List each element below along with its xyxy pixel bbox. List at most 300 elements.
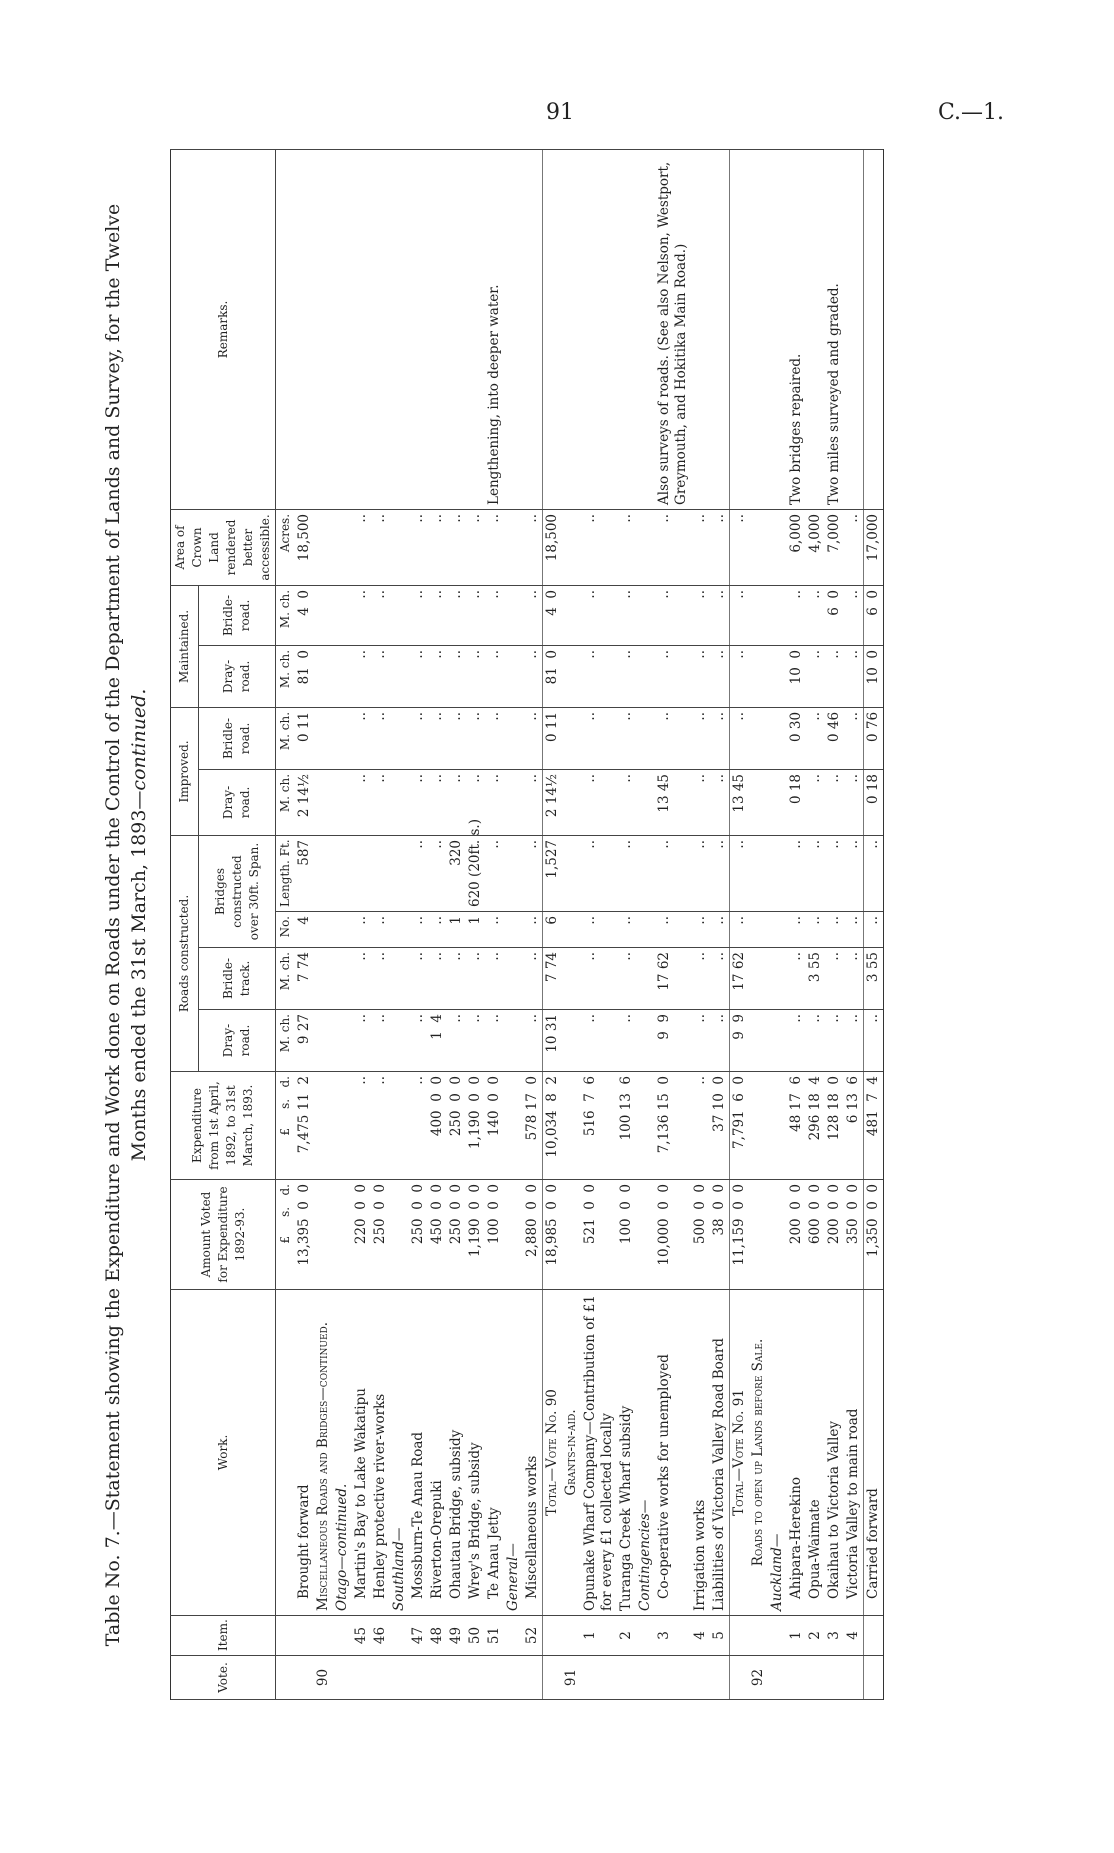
amount-voted-cell [390, 1180, 409, 1290]
constructed-bridle-cell [314, 948, 333, 1010]
table-row [655, 149, 691, 1699]
vote-cell [844, 1656, 864, 1700]
amount-voted-cell [749, 1180, 768, 1290]
area-cell: .. [655, 509, 691, 585]
amount-voted-cell: 11,159 0 0 [730, 1180, 750, 1290]
remarks-cell [864, 149, 884, 509]
improved-bridle-cell: .. [617, 707, 636, 769]
header-remarks: Remarks. [171, 149, 276, 509]
vote-cell [655, 1656, 691, 1700]
table-row [749, 149, 768, 1699]
maintained-dray-cell: .. [825, 645, 844, 707]
amount-voted-cell [314, 1180, 333, 1290]
bridges-length-cell: .. [691, 835, 710, 911]
improved-dray-cell: 13 45 [730, 769, 750, 835]
work-cell: Te Anau Jetty [485, 1290, 504, 1616]
improved-bridle-cell [314, 707, 333, 769]
maintained-bridle-cell [768, 585, 787, 645]
amount-voted-cell: 200 0 0 [825, 1180, 844, 1290]
amount-voted-cell: 250 0 0 [409, 1180, 428, 1290]
constructed-bridle-cell [768, 948, 787, 1010]
vote-cell [523, 1656, 543, 1700]
remarks-cell [581, 149, 617, 509]
vote-cell [617, 1656, 636, 1700]
vote-cell [825, 1656, 844, 1700]
constructed-dray-cell: 10 31 [543, 1010, 563, 1072]
bridges-length-cell [371, 835, 390, 911]
constructed-bridle-cell: .. [352, 948, 371, 1010]
constructed-bridle-cell [562, 948, 581, 1010]
amount-voted-cell: 220 0 0 [352, 1180, 371, 1290]
unit-money: £ s. d. [276, 1072, 296, 1180]
improved-dray-cell: .. [352, 769, 371, 835]
maintained-dray-cell: .. [485, 645, 504, 707]
page-reference: C.—1. [938, 100, 1005, 125]
area-cell: 17,000 [864, 509, 884, 585]
bridges-length-cell [562, 835, 581, 911]
bridges-no-cell: .. [523, 912, 543, 948]
area-cell [749, 509, 768, 585]
constructed-dray-cell: 9 27 [295, 1010, 314, 1072]
header-amount-voted: Amount Voted for Expenditure 1892-93. [171, 1180, 276, 1290]
table-row [523, 149, 543, 1699]
area-cell: .. [428, 509, 447, 585]
improved-bridle-cell [768, 707, 787, 769]
bridges-no-cell: .. [371, 912, 390, 948]
maintained-dray-cell: .. [806, 645, 825, 707]
remarks-cell [617, 149, 636, 509]
table-row [428, 149, 447, 1699]
vote-cell [333, 1656, 352, 1700]
vote-cell [295, 1656, 314, 1700]
improved-bridle-cell: .. [428, 707, 447, 769]
bridges-no-cell: .. [806, 912, 825, 948]
improved-bridle-cell: 0 76 [864, 707, 884, 769]
maintained-bridle-cell: .. [787, 585, 806, 645]
work-cell: Martin's Bay to Lake Wakatipu [352, 1290, 371, 1616]
bridges-no-cell [562, 912, 581, 948]
constructed-dray-cell: .. [466, 1010, 485, 1072]
header-dray-road: Dray-road. [199, 1010, 276, 1072]
bridges-no-cell: 1 [447, 912, 466, 948]
bridges-no-cell: 4 [295, 912, 314, 948]
table-row [825, 149, 844, 1699]
rotated-table-panel [100, 150, 980, 1700]
improved-bridle-cell [333, 707, 352, 769]
maintained-bridle-cell: .. [730, 585, 750, 645]
bridges-no-cell: .. [691, 912, 710, 948]
maintained-bridle-cell: .. [523, 585, 543, 645]
maintained-bridle-cell: 6 0 [825, 585, 844, 645]
improved-dray-cell [749, 769, 768, 835]
constructed-dray-cell: .. [352, 1010, 371, 1072]
work-cell: Brought forward [295, 1290, 314, 1616]
bridges-length-cell: .. [844, 835, 864, 911]
bridges-length-cell: .. [787, 835, 806, 911]
work-cell: Ahipara-Herekino [787, 1290, 806, 1616]
constructed-dray-cell [314, 1010, 333, 1072]
constructed-bridle-cell: .. [581, 948, 617, 1010]
area-cell: .. [447, 509, 466, 585]
amount-voted-cell: 500 0 0 [691, 1180, 710, 1290]
bridges-no-cell: .. [581, 912, 617, 948]
expenditure-cell: 128 18 0 [825, 1072, 844, 1180]
title-line-2 [126, 150, 152, 1700]
improved-bridle-cell: .. [409, 707, 428, 769]
unit-mch: M. ch. [276, 948, 296, 1010]
remarks-cell [447, 149, 466, 509]
unit-no: No. [276, 912, 296, 948]
bridges-length-cell: .. [485, 835, 504, 911]
work-cell: Contingencies— [636, 1290, 655, 1616]
bridges-length-cell: .. [864, 835, 884, 911]
bridges-length-cell: .. [409, 835, 428, 911]
work-cell: Auckland— [768, 1290, 787, 1616]
maintained-bridle-cell: .. [581, 585, 617, 645]
item-cell: 2 [617, 1616, 636, 1656]
expenditure-cell: .. [371, 1072, 390, 1180]
table-row [844, 149, 864, 1699]
maintained-bridle-cell: .. [428, 585, 447, 645]
work-cell: Co-operative works for unemployed [655, 1290, 691, 1616]
improved-dray-cell: .. [825, 769, 844, 835]
remarks-cell [504, 149, 523, 509]
item-cell [636, 1616, 655, 1656]
constructed-dray-cell: .. [617, 1010, 636, 1072]
header-maintained-dray-road: Dray-road. [199, 645, 276, 707]
remarks-cell [295, 149, 314, 509]
constructed-dray-cell: .. [581, 1010, 617, 1072]
maintained-dray-cell [504, 645, 523, 707]
work-cell: Grants-in-aid. [562, 1290, 581, 1616]
remarks-cell [749, 149, 768, 509]
bridges-length-cell: .. [523, 835, 543, 911]
improved-dray-cell: 13 45 [655, 769, 691, 835]
table-row [730, 149, 750, 1699]
bridges-length-cell [768, 835, 787, 911]
maintained-bridle-cell: 6 0 [864, 585, 884, 645]
area-cell: .. [352, 509, 371, 585]
unit-length: Length. Ft. [276, 835, 296, 911]
improved-dray-cell: 2 14½ [295, 769, 314, 835]
maintained-bridle-cell: .. [447, 585, 466, 645]
constructed-bridle-cell [333, 948, 352, 1010]
header-maintained-bridle-road: Bridle-road. [199, 585, 276, 645]
improved-dray-cell [390, 769, 409, 835]
improved-bridle-cell: 0 30 [787, 707, 806, 769]
bridges-length-cell: .. [825, 835, 844, 911]
maintained-dray-cell [390, 645, 409, 707]
unit-mch: M. ch. [276, 707, 296, 769]
expenditure-cell: 400 0 0 [428, 1072, 447, 1180]
constructed-dray-cell: .. [485, 1010, 504, 1072]
improved-bridle-cell: .. [581, 707, 617, 769]
improved-dray-cell: .. [806, 769, 825, 835]
area-cell: 4,000 [806, 509, 825, 585]
item-cell [314, 1616, 333, 1656]
area-cell: .. [710, 509, 730, 585]
constructed-dray-cell [333, 1010, 352, 1072]
constructed-bridle-cell: 7 74 [543, 948, 563, 1010]
area-cell [768, 509, 787, 585]
maintained-dray-cell: .. [523, 645, 543, 707]
bridges-length-cell [749, 835, 768, 911]
amount-voted-cell: 600 0 0 [806, 1180, 825, 1290]
work-cell: General— [504, 1290, 523, 1616]
table-row [768, 149, 787, 1699]
expenditure-cell [636, 1072, 655, 1180]
bridges-no-cell: .. [352, 912, 371, 948]
work-cell: Okaihau to Victoria Valley [825, 1290, 844, 1616]
maintained-bridle-cell [749, 585, 768, 645]
page-number: 91 [546, 100, 574, 125]
maintained-bridle-cell: .. [617, 585, 636, 645]
header-roads-constructed: Roads constructed. [171, 835, 199, 1071]
remarks-cell [314, 149, 333, 509]
bridges-length-cell: 620 (20ft. s.) [466, 835, 485, 911]
item-cell [768, 1616, 787, 1656]
area-cell: .. [371, 509, 390, 585]
constructed-bridle-cell: .. [523, 948, 543, 1010]
area-cell: 6,000 [787, 509, 806, 585]
item-cell: 4 [691, 1616, 710, 1656]
bridges-no-cell: .. [844, 912, 864, 948]
vote-cell [409, 1656, 428, 1700]
improved-bridle-cell [562, 707, 581, 769]
constructed-bridle-cell: 7 74 [295, 948, 314, 1010]
header-expenditure: Expenditure from 1st April, 1892, to 31st March, 1893. [171, 1072, 276, 1180]
table-row [562, 149, 581, 1699]
maintained-bridle-cell: 4 0 [543, 585, 563, 645]
constructed-dray-cell: 9 9 [655, 1010, 691, 1072]
constructed-dray-cell [636, 1010, 655, 1072]
item-cell [390, 1616, 409, 1656]
improved-bridle-cell: .. [466, 707, 485, 769]
improved-dray-cell [333, 769, 352, 835]
header-area: Area of Crown Land rendered better accessible. [171, 509, 276, 585]
header-bridges: Bridges constructed over 30ft. Span. [199, 835, 276, 947]
expenditure-cell [562, 1072, 581, 1180]
improved-dray-cell: .. [844, 769, 864, 835]
constructed-dray-cell: .. [710, 1010, 730, 1072]
work-cell: Opua-Waimate [806, 1290, 825, 1616]
bridges-no-cell: .. [825, 912, 844, 948]
maintained-bridle-cell: .. [806, 585, 825, 645]
expenditure-cell: 100 13 6 [617, 1072, 636, 1180]
remarks-cell [806, 149, 825, 509]
improved-bridle-cell: .. [691, 707, 710, 769]
table-row [543, 149, 563, 1699]
item-cell [543, 1616, 563, 1656]
unit-mch: M. ch. [276, 1010, 296, 1072]
table-row [390, 149, 409, 1699]
bridges-no-cell: .. [485, 912, 504, 948]
header-maintained: Maintained. [171, 585, 199, 707]
bridges-length-cell: .. [710, 835, 730, 911]
maintained-bridle-cell: 4 0 [295, 585, 314, 645]
amount-voted-cell: 450 0 0 [428, 1180, 447, 1290]
amount-voted-cell [562, 1180, 581, 1290]
improved-dray-cell [562, 769, 581, 835]
vote-cell [710, 1656, 730, 1700]
vote-cell [428, 1656, 447, 1700]
expenditure-cell [504, 1072, 523, 1180]
improved-dray-cell: .. [466, 769, 485, 835]
table-row [710, 149, 730, 1699]
expenditure-cell [390, 1072, 409, 1180]
expenditure-cell: .. [691, 1072, 710, 1180]
vote-cell [543, 1656, 563, 1700]
item-cell [504, 1616, 523, 1656]
constructed-bridle-cell: .. [409, 948, 428, 1010]
area-cell: 18,500 [543, 509, 563, 585]
improved-dray-cell: .. [428, 769, 447, 835]
work-cell: Wrey's Bridge, subsidy [466, 1290, 485, 1616]
table-header [171, 149, 276, 1699]
improved-bridle-cell: .. [447, 707, 466, 769]
bridges-no-cell [749, 912, 768, 948]
work-cell: Turanga Creek Wharf subsidy [617, 1290, 636, 1616]
constructed-dray-cell: .. [844, 1010, 864, 1072]
vote-cell [806, 1656, 825, 1700]
area-cell: .. [844, 509, 864, 585]
work-cell: Irrigation works [691, 1290, 710, 1616]
bridges-length-cell: 320 [447, 835, 466, 911]
area-cell [314, 509, 333, 585]
improved-dray-cell [768, 769, 787, 835]
area-cell [562, 509, 581, 585]
expenditure-cell: 7,791 6 0 [730, 1072, 750, 1180]
improved-dray-cell [504, 769, 523, 835]
work-cell: Riverton-Orepuki [428, 1290, 447, 1616]
amount-voted-cell: 38 0 0 [710, 1180, 730, 1290]
maintained-dray-cell: .. [371, 645, 390, 707]
bridges-length-cell: .. [806, 835, 825, 911]
expenditure-cell: 250 0 0 [447, 1072, 466, 1180]
maintained-bridle-cell: .. [655, 585, 691, 645]
header-improved-bridle-road: Bridle-road. [199, 707, 276, 769]
expenditure-cell: 7,475 11 2 [295, 1072, 314, 1180]
table-row [691, 149, 710, 1699]
maintained-bridle-cell: .. [466, 585, 485, 645]
table-row [295, 149, 314, 1699]
bridges-no-cell [390, 912, 409, 948]
maintained-dray-cell: .. [844, 645, 864, 707]
work-cell: Southland— [390, 1290, 409, 1616]
area-cell [390, 509, 409, 585]
vote-cell [691, 1656, 710, 1700]
work-cell: Mossburn-Te Anau Road [409, 1290, 428, 1616]
work-cell: Ohautau Bridge, subsidy [447, 1290, 466, 1616]
maintained-bridle-cell [333, 585, 352, 645]
vote-cell: 92 [749, 1656, 768, 1700]
expenditure-cell: 37 10 0 [710, 1072, 730, 1180]
bridges-length-cell: .. [730, 835, 750, 911]
maintained-dray-cell: .. [691, 645, 710, 707]
improved-dray-cell: .. [523, 769, 543, 835]
bridges-length-cell: 1,527 [543, 835, 563, 911]
maintained-bridle-cell [390, 585, 409, 645]
expenditure-cell: 578 17 0 [523, 1072, 543, 1180]
work-cell: Roads to open up Lands before Sale. [749, 1290, 768, 1616]
maintained-bridle-cell [636, 585, 655, 645]
work-cell: Carried forward [864, 1290, 884, 1616]
improved-bridle-cell: .. [710, 707, 730, 769]
expenditure-cell [768, 1072, 787, 1180]
vote-cell [371, 1656, 390, 1700]
maintained-bridle-cell: .. [844, 585, 864, 645]
constructed-bridle-cell: .. [825, 948, 844, 1010]
work-cell: Miscellaneous works [523, 1290, 543, 1616]
improved-dray-cell: .. [691, 769, 710, 835]
amount-voted-cell [504, 1180, 523, 1290]
table-row [617, 149, 636, 1699]
item-cell: 48 [428, 1616, 447, 1656]
bridges-length-cell [333, 835, 352, 911]
vote-cell [768, 1656, 787, 1700]
vote-cell [352, 1656, 371, 1700]
maintained-dray-cell: .. [428, 645, 447, 707]
remarks-cell [636, 149, 655, 509]
area-cell: .. [466, 509, 485, 585]
table-row [371, 149, 390, 1699]
bridges-length-cell: 587 [295, 835, 314, 911]
improved-dray-cell: 0 18 [864, 769, 884, 835]
area-cell: .. [523, 509, 543, 585]
improved-dray-cell: .. [447, 769, 466, 835]
vote-cell [466, 1656, 485, 1700]
maintained-bridle-cell: .. [409, 585, 428, 645]
amount-voted-cell: 200 0 0 [787, 1180, 806, 1290]
constructed-dray-cell [749, 1010, 768, 1072]
constructed-dray-cell: .. [825, 1010, 844, 1072]
work-cell: Otago—continued. [333, 1290, 352, 1616]
item-cell: 50 [466, 1616, 485, 1656]
unit-money: £ s. d. [276, 1180, 296, 1290]
maintained-bridle-cell: .. [371, 585, 390, 645]
constructed-bridle-cell: .. [466, 948, 485, 1010]
expenditure-table [170, 149, 884, 1700]
maintained-dray-cell [562, 645, 581, 707]
remarks-cell [543, 149, 563, 509]
header-vote: Vote. [171, 1656, 276, 1700]
maintained-dray-cell: 81 0 [295, 645, 314, 707]
table-row [485, 149, 504, 1699]
area-cell [504, 509, 523, 585]
constructed-bridle-cell: .. [710, 948, 730, 1010]
work-cell: Victoria Valley to main road [844, 1290, 864, 1616]
maintained-dray-cell: .. [710, 645, 730, 707]
table-row [352, 149, 371, 1699]
maintained-dray-cell: .. [617, 645, 636, 707]
expenditure-cell: 516 7 6 [581, 1072, 617, 1180]
constructed-dray-cell: .. [523, 1010, 543, 1072]
header-improved: Improved. [171, 707, 199, 835]
bridges-no-cell [504, 912, 523, 948]
item-cell: 2 [806, 1616, 825, 1656]
item-cell: 4 [844, 1616, 864, 1656]
area-cell: 18,500 [295, 509, 314, 585]
bridges-length-cell: .. [617, 835, 636, 911]
item-cell [864, 1616, 884, 1656]
improved-bridle-cell: .. [806, 707, 825, 769]
item-cell: 1 [581, 1616, 617, 1656]
constructed-dray-cell: .. [864, 1010, 884, 1072]
item-cell: 47 [409, 1616, 428, 1656]
area-cell: 7,000 [825, 509, 844, 585]
item-cell: 46 [371, 1616, 390, 1656]
item-cell: 45 [352, 1616, 371, 1656]
